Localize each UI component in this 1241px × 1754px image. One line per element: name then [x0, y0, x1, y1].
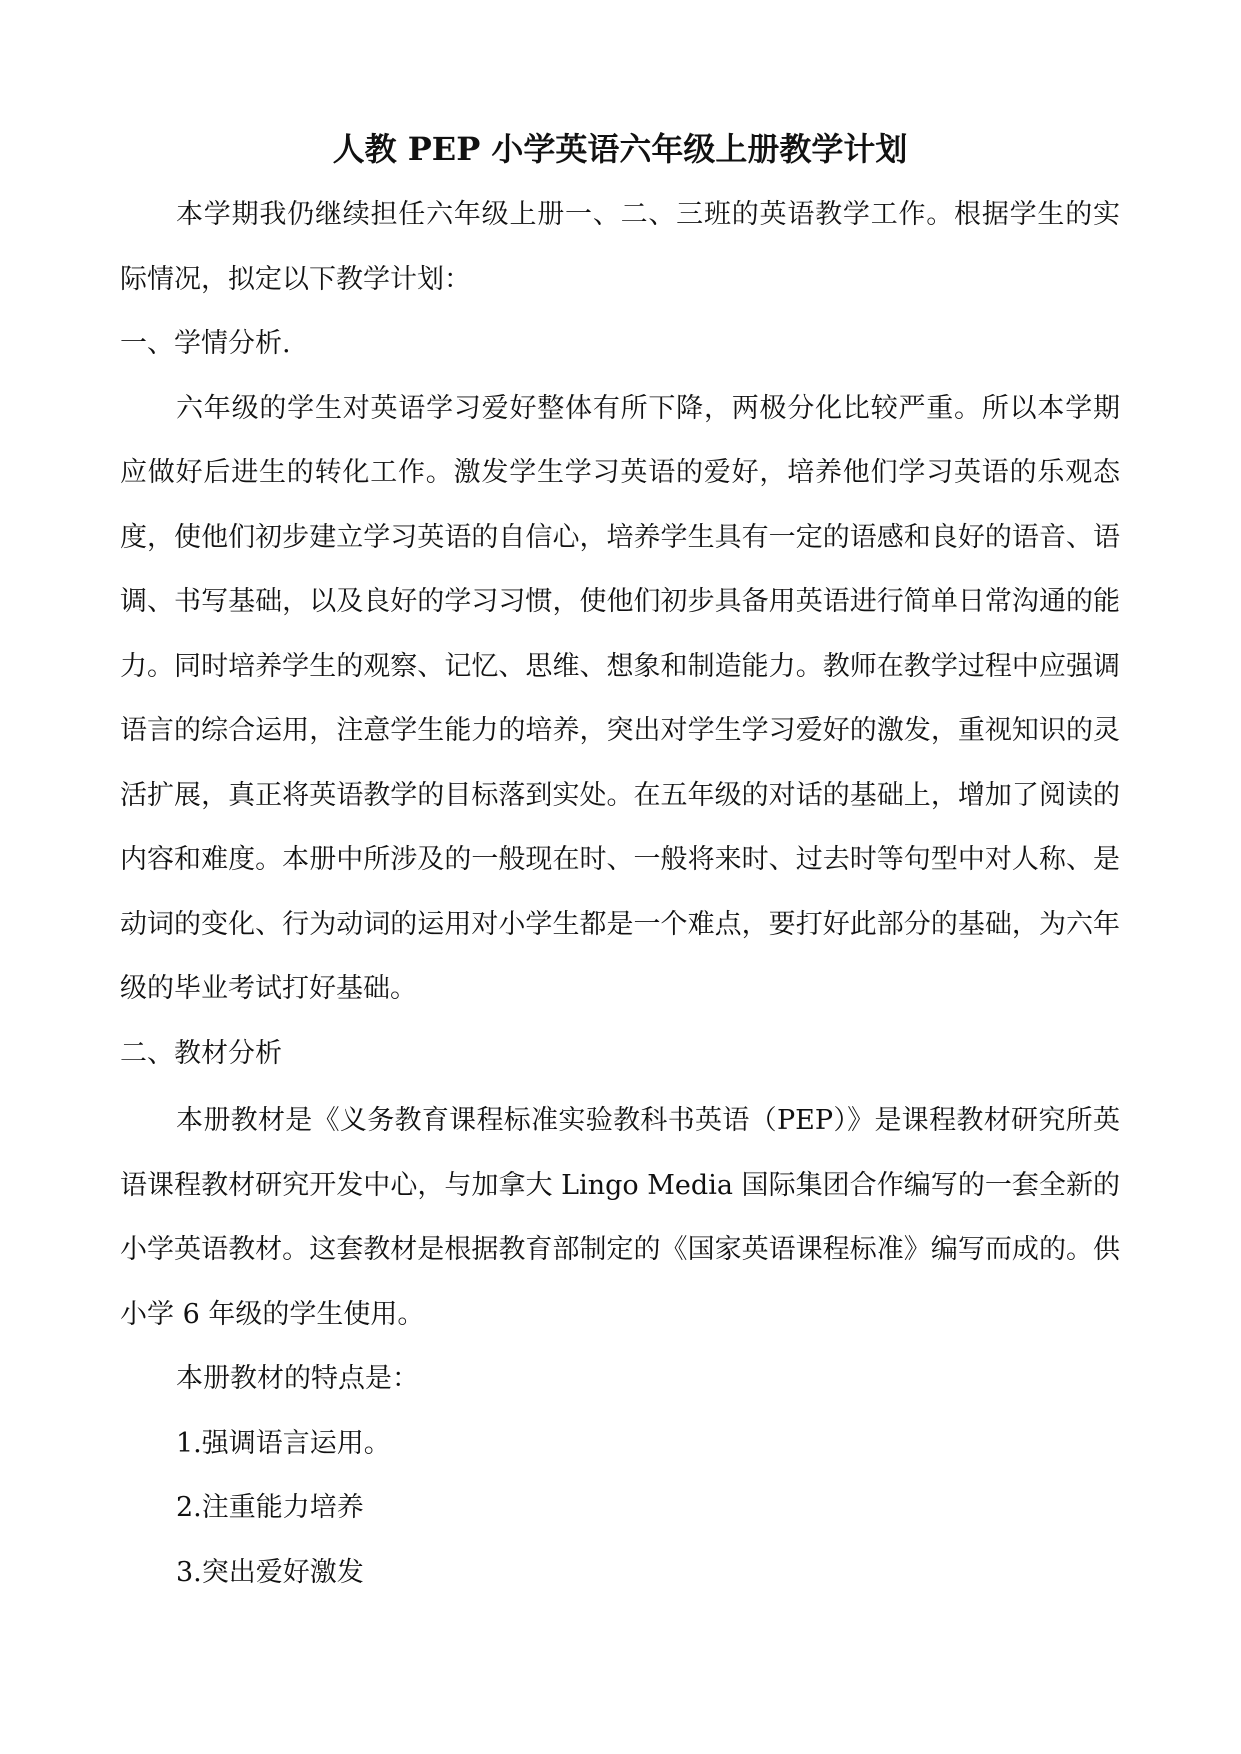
section-heading-learning-analysis: 一、学情分析.: [120, 328, 291, 359]
features-intro: 本册教材的特点是：: [176, 1363, 419, 1394]
section-heading-textbook-analysis: 二、教材分析: [120, 1037, 282, 1069]
intro-paragraph: 本学期我仍继续担任六年级上册一、二、三班的英语教学工作。根据学生的实际情况，拟定以下教学计划：: [120, 199, 1120, 295]
feature-item-2: 2.注重能力培养: [176, 1492, 364, 1523]
document-title: 人教 PEP 小学英语六年级上册教学计划: [332, 130, 908, 168]
feature-item-3: 3.突出爱好激发: [176, 1556, 364, 1588]
document-page: [120, 125, 1120, 1605]
textbook-analysis-paragraph: 本册教材是《义务教育课程标准实验教科书英语（PEP）》是课程教材研究所英语课程教材研究开发中心，与加拿大 Lingo Media 国际集团合作编写的一套全新的小学英语教材。这套教材是根据教育部制定的《国家英语课程标准》编写而成的。供小学 6 年级的学生使用。: [120, 1105, 1120, 1330]
feature-item-1: 1.强调语言运用。: [176, 1427, 391, 1459]
learning-analysis-paragraph: 六年级的学生对英语学习爱好整体有所下降，两极分化比较严重。所以本学期应做好后进生的转化工作。激发学生学习英语的爱好，培养他们学习英语的乐观态度，使他们初步建立学习英语的自信心，培养学生具有一定的语感和良好的语音、语调、书写基础，以及良好的学习习惯，使他们初步具备用英语进行简单日常沟通的能力。同时培养学生的观察、记忆、思维、想象和制造能力。教师在教学过程中应强调语言的综合运用，注意学生能力的培养，突出对学生学习爱好的激发，重视知识的灵活扩展，真正将英语教学的目标落到实处。在五年级的对话的基础上，增加了阅读的内容和难度。本册中所涉及的一般现在时、一般将来时、过去时等句型中对人称、是动词的变化、行为动词的运用对小学生都是一个难点，要打好此部分的基础，为六年级的毕业考试打好基础。: [120, 392, 1120, 1004]
